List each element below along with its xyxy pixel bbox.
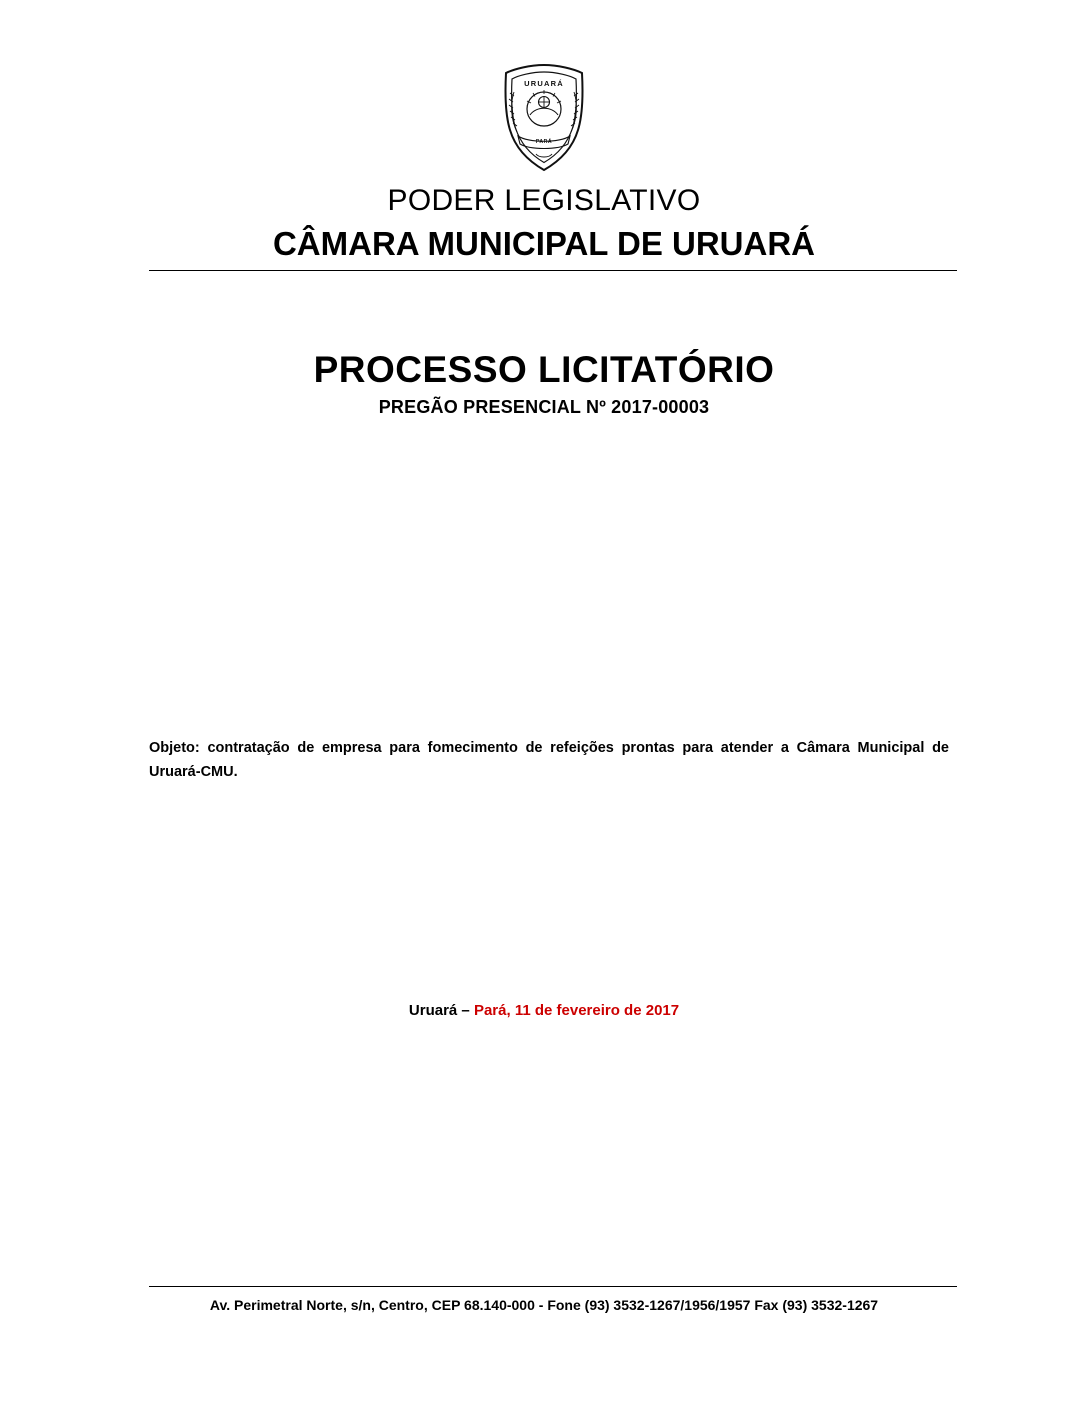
institution-header — [0, 182, 1088, 266]
header-divider — [149, 270, 957, 271]
poder-legislativo-line: PODER LEGISLATIVO — [387, 184, 701, 217]
camara-municipal-line: CÂMARA MUNICIPAL DE URUARÁ — [272, 225, 816, 262]
city-label: Uruará – — [408, 1002, 474, 1019]
crest-container — [0, 62, 1088, 174]
footer-address: Av. Perimetral Norte, s/n, Centro, CEP 68.140-000 - Fone (93) 3532-1267/1956/1957 Fax (93) 3532-1267 — [209, 1297, 879, 1313]
page-title: PROCESSO LICITATÓRIO — [313, 349, 775, 390]
document-title-block — [0, 348, 1088, 419]
footer-divider — [149, 1286, 957, 1287]
coat-of-arms-icon — [492, 62, 596, 174]
date-label: Pará, 11 de fevereiro de 2017 — [473, 1002, 680, 1019]
svg-text:URUARÁ: URUARÁ — [524, 79, 564, 88]
document-subtitle: PREGÃO PRESENCIAL Nº 2017-00003 — [378, 397, 710, 417]
place-date-line — [0, 1002, 1088, 1019]
svg-text:PARÁ: PARÁ — [535, 139, 553, 145]
object-paragraph: Objeto: contratação de empresa para fomecimento de refeições prontas para atender a Câmara Municipal de Uruará-CMU. — [149, 740, 949, 780]
